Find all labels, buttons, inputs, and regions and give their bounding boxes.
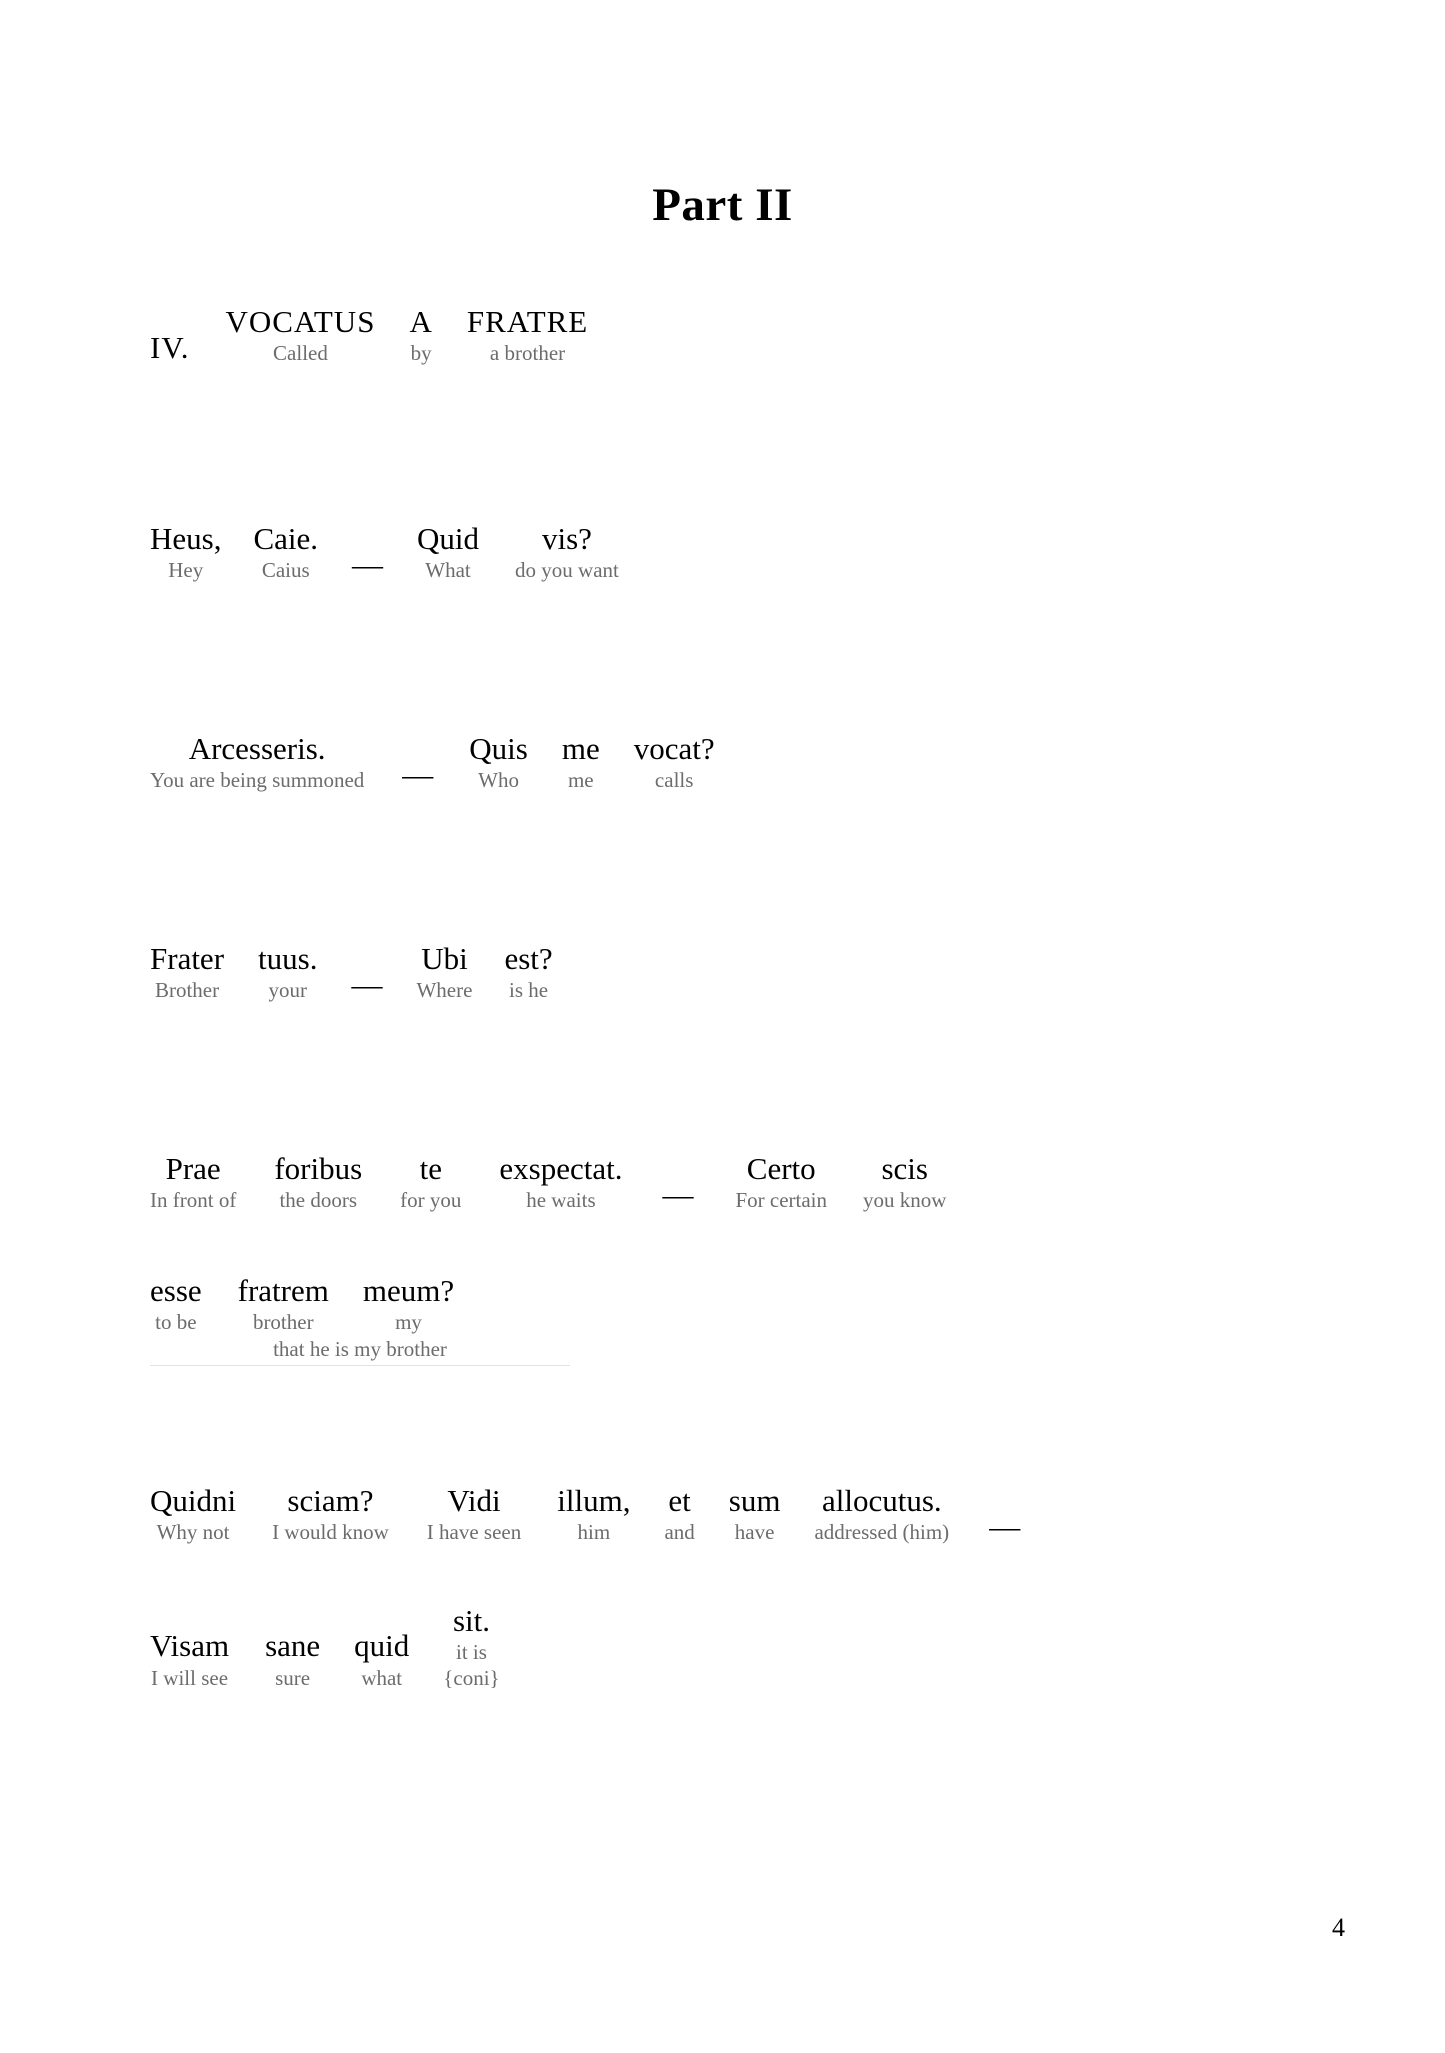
latin-word: te (419, 1151, 442, 1186)
dash-separator (352, 548, 383, 584)
gloss-word: to be (155, 1310, 197, 1335)
gloss-word: the doors (279, 1188, 358, 1213)
gloss-word: by (410, 341, 432, 366)
gloss-word: it is (455, 1640, 487, 1665)
interlinear-word (863, 1152, 946, 1214)
dash-separator (989, 1510, 1020, 1546)
interlinear-word (634, 732, 715, 794)
latin-word: Quis (469, 731, 528, 766)
interlinear-line (150, 1274, 570, 1336)
latin-word: VOCATUS (225, 304, 376, 339)
gloss-word: I have seen (426, 1520, 522, 1545)
latin-word: Visam (150, 1628, 230, 1664)
interlinear-word (238, 1274, 329, 1336)
gloss-word: Called (273, 341, 328, 366)
gloss-word: and (664, 1520, 695, 1545)
em-dash: — (662, 1176, 694, 1212)
interlinear-word (467, 305, 588, 367)
interlinear-word (515, 522, 619, 584)
interlinear-line (150, 1484, 1390, 1546)
latin-word: Quidni (150, 1483, 237, 1518)
gloss-word: You are being summoned (150, 768, 365, 793)
interlinear-line-arcesseris (150, 732, 1390, 794)
gloss-word: what (361, 1665, 403, 1690)
gloss-word: have (734, 1520, 775, 1545)
gloss-word: do you want (515, 558, 619, 583)
gloss-word: In front of (150, 1188, 237, 1213)
interlinear-word (150, 1484, 236, 1546)
gloss-word: addressed (him) (814, 1520, 950, 1545)
dash-separator (402, 758, 433, 794)
gloss-word: What (425, 558, 471, 583)
latin-word: est? (504, 941, 553, 976)
gloss-word: Brother (154, 978, 220, 1003)
latin-word: illum, (557, 1483, 631, 1518)
gloss-word: him (577, 1520, 611, 1545)
latin-word: Certo (746, 1151, 816, 1186)
free-translation: that he is my brother (273, 1337, 447, 1362)
interlinear-word (729, 1484, 781, 1546)
latin-word: sit. (452, 1603, 490, 1638)
interlinear-word (499, 1152, 622, 1214)
latin-word: foribus (274, 1151, 363, 1186)
interlinear-word (253, 522, 318, 584)
gloss-word: for you (400, 1188, 462, 1213)
latin-word: quid (354, 1628, 410, 1664)
em-dash: — (402, 756, 434, 792)
interlinear-word (363, 1274, 454, 1336)
gloss-word: Who (478, 768, 519, 793)
interlinear-word (150, 1152, 236, 1214)
page-title: Part II (652, 179, 793, 231)
interlinear-word (150, 522, 221, 584)
gloss-word: I will see (151, 1665, 229, 1690)
interlinear-word (272, 1484, 389, 1546)
gloss-word: your (268, 978, 307, 1003)
latin-word: Prae (165, 1151, 221, 1186)
interlinear-word (735, 1152, 827, 1214)
gloss-word: is he (509, 978, 549, 1003)
gloss-word: he waits (526, 1188, 596, 1213)
latin-word: allocutus. (821, 1483, 942, 1518)
interlinear-word (409, 305, 432, 367)
interlinear-line (150, 942, 1390, 1004)
latin-word: FRATRE (466, 304, 589, 339)
latin-word: Vidi (447, 1483, 501, 1518)
section-heading (150, 305, 1390, 367)
interlinear-line-prae-foribus (150, 1152, 1390, 1214)
interlinear-line (150, 732, 1390, 794)
latin-word: esse (150, 1273, 202, 1308)
interlinear-word (258, 942, 317, 1004)
interlinear-word (416, 942, 472, 1004)
interlinear-word (400, 1152, 461, 1214)
interlinear-word (225, 305, 375, 367)
interlinear-word (274, 1152, 362, 1214)
interlinear-word (664, 1484, 694, 1546)
latin-word: meum? (362, 1273, 455, 1308)
interlinear-line-frater-tuus (150, 942, 1390, 1004)
latin-word: Quid (417, 521, 480, 556)
interlinear-word (150, 331, 189, 367)
gloss-word: calls (654, 768, 694, 793)
interlinear-word (150, 942, 224, 1004)
latin-word: Frater (150, 941, 225, 976)
latin-word: sum (728, 1483, 781, 1518)
interlinear-word (354, 1629, 409, 1691)
gloss-word: Why not (156, 1520, 230, 1545)
gloss-word: I would know (272, 1520, 389, 1545)
latin-word: scis (881, 1151, 928, 1186)
interlinear-word (814, 1484, 949, 1546)
interlinear-word (417, 522, 479, 584)
latin-word: A (409, 304, 433, 339)
gloss-word: For certain (735, 1188, 828, 1213)
latin-word: exspectat. (499, 1151, 623, 1186)
interlinear-word (562, 732, 600, 794)
latin-word: me (561, 731, 600, 766)
em-dash: — (989, 1508, 1021, 1544)
em-dash: — (352, 546, 384, 582)
interlinear-line (150, 522, 1390, 584)
interlinear-word (443, 1604, 499, 1691)
gloss-word: Hey (168, 558, 204, 583)
gloss-word: Where (416, 978, 473, 1003)
interlinear-word (427, 1484, 521, 1546)
gloss-word: sure (275, 1665, 311, 1690)
latin-word: et (668, 1483, 691, 1518)
latin-word: vocat? (633, 731, 715, 766)
gloss-word: me (567, 768, 594, 793)
gloss-word: my (395, 1310, 422, 1335)
gloss-word: brother (252, 1310, 314, 1335)
latin-word: tuus. (258, 941, 318, 976)
dash-separator (351, 968, 382, 1004)
interlinear-word (469, 732, 528, 794)
latin-word: fratrem (237, 1273, 329, 1308)
interlinear-line-quidni-sciam (150, 1484, 1390, 1546)
dash-separator (662, 1178, 693, 1214)
latin-word: Caie. (253, 521, 319, 556)
gloss-word: a brother (489, 341, 566, 366)
interlinear-word (150, 732, 364, 794)
em-dash: — (351, 966, 383, 1002)
interlinear-word (504, 942, 552, 1004)
interlinear-line-visam-sane (150, 1604, 1390, 1691)
latin-word: sciam? (287, 1483, 374, 1518)
latin-word: Arcesseris. (188, 731, 326, 766)
gloss-word: Caius (261, 558, 310, 583)
grammar-note: {coni} (443, 1666, 500, 1691)
interlinear-word (265, 1629, 320, 1691)
latin-word: sane (265, 1628, 321, 1664)
latin-word: IV. (150, 329, 190, 365)
free-translation-row (150, 1337, 570, 1366)
latin-word: Ubi (421, 941, 468, 976)
interlinear-word (557, 1484, 630, 1546)
interlinear-line-esse-fratrem (150, 1274, 570, 1366)
interlinear-line-heus-caie (150, 522, 1390, 584)
interlinear-word (150, 1274, 202, 1336)
gloss-word: you know (863, 1188, 947, 1213)
latin-word: Heus, (150, 521, 222, 556)
interlinear-line (150, 1152, 1390, 1214)
latin-word: vis? (541, 521, 592, 556)
page-number: 4 (1332, 1913, 1345, 1942)
interlinear-line (150, 1604, 1390, 1691)
interlinear-line (150, 305, 1390, 367)
interlinear-word (150, 1629, 229, 1691)
